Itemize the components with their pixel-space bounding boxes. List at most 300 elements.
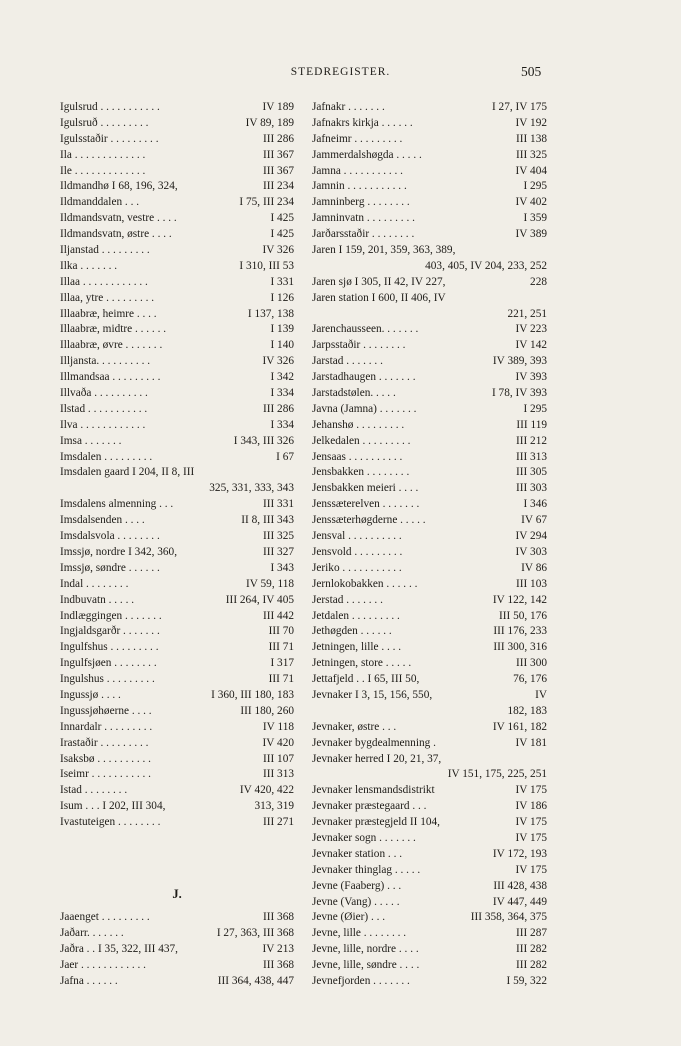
page-references: I 346: [523, 498, 547, 511]
entry-name: Irastaðir . . . . . . . . .: [60, 736, 149, 749]
entry-name: Imsdalen gaard I 204, II 8, III: [60, 466, 195, 479]
page-references: 76, 176: [513, 673, 547, 686]
page-references: III 313: [515, 450, 547, 463]
page-references: III 368: [262, 959, 294, 972]
entry-name: Ildmandsvatn, vestre . . . .: [60, 212, 177, 225]
index-entry: [60, 211, 294, 227]
entry-name: Javna (Jamna) . . . . . . .: [312, 402, 417, 415]
page-references: I 78, IV 393: [491, 387, 547, 400]
entry-name: Jehanshø . . . . . . . . .: [312, 418, 405, 431]
entry-name: Illvaða . . . . . . . . . .: [60, 387, 148, 400]
page-references: IV 420, 422: [239, 784, 294, 797]
entry-name: Jarstadhaugen . . . . . . .: [312, 371, 416, 384]
index-entry: [60, 402, 294, 418]
index-entry-continuation: [312, 307, 547, 323]
entry-name: Ilstad . . . . . . . . . . .: [60, 402, 148, 415]
entry-name: Illaabræ, heimre . . . .: [60, 307, 157, 320]
entry-name: Imssjø, søndre . . . . . .: [60, 561, 160, 574]
index-entry: [312, 434, 547, 450]
page-references: III 282: [515, 943, 547, 956]
index-entry: [60, 545, 294, 561]
index-entry: [312, 656, 547, 672]
index-entry-continuation: [312, 767, 547, 783]
index-entry: [312, 338, 547, 354]
page-references: III 327: [262, 545, 294, 558]
page-references: I 334: [270, 387, 294, 400]
entry-name: Illaa, ytre . . . . . . . . .: [60, 291, 155, 304]
page-references: I 126: [270, 291, 294, 304]
index-entry: [312, 593, 547, 609]
entry-name: Ilva . . . . . . . . . . . .: [60, 418, 146, 431]
page-references: 182, 183: [507, 704, 547, 717]
running-header-title: STEDREGISTER.: [290, 66, 391, 78]
page-references: III 180, 260: [240, 704, 294, 717]
index-entry: [60, 720, 294, 736]
page-references: I 317: [270, 657, 294, 670]
index-entry: [60, 179, 294, 195]
entry-name: Indlæggingen . . . . . . .: [60, 609, 162, 622]
index-entry: [60, 974, 294, 990]
entry-name: Iseimr . . . . . . . . . . .: [60, 768, 151, 781]
index-entry: [60, 275, 294, 291]
page-references: I 343, III 326: [233, 434, 294, 447]
page-references: III 107: [262, 752, 294, 765]
section-spacer: [60, 831, 294, 879]
index-entry: [60, 259, 294, 275]
entry-name: Jetningen, lille . . . .: [312, 641, 402, 654]
entry-name: Jafnakr . . . . . . .: [312, 101, 385, 113]
page-references: III 325: [515, 148, 547, 161]
section-letter-heading: J.: [172, 886, 182, 901]
entry-name: Imsa . . . . . . .: [60, 434, 122, 447]
page-references: III 286: [262, 132, 294, 145]
page-references: IV 59, 118: [245, 577, 294, 590]
index-entry: [60, 910, 294, 926]
index-entry: [312, 418, 547, 434]
entry-name: Illaabræ, midtre . . . . . .: [60, 323, 167, 336]
entry-name: Illaabræ, øvre . . . . . . .: [60, 339, 163, 352]
entry-name: Ingjaldsgarðr . . . . . . .: [60, 625, 160, 638]
index-entry: [312, 211, 547, 227]
index-entry: [60, 307, 294, 323]
entry-name: Jevnaker I 3, 15, 156, 550,: [312, 688, 433, 701]
index-entry: [312, 974, 547, 990]
page-references: III 71: [268, 673, 294, 686]
page-references: IV 402: [515, 196, 547, 209]
index-entry: [312, 481, 547, 497]
page-references: 325, 331, 333, 343: [209, 482, 294, 495]
page-references: III 367: [262, 164, 294, 177]
entry-name: Jarenchausseen. . . . . . .: [312, 323, 419, 336]
page-references: III 313: [262, 768, 294, 781]
page-references: I 310, III 53: [239, 259, 294, 272]
entry-name: Jevnaker sogn . . . . . . .: [312, 831, 416, 844]
page-references: III 70: [268, 625, 294, 638]
entry-name: Ingussjøhøerne . . . .: [60, 704, 152, 717]
page-references: III 176, 233: [493, 625, 547, 638]
index-entry: [312, 243, 547, 259]
page-references: I 331: [270, 275, 294, 288]
page-references: III 325: [262, 530, 294, 543]
index-entry: [60, 688, 294, 704]
page-references: III 331: [262, 498, 294, 511]
index-entry: [312, 402, 547, 418]
index-entry-continuation: [312, 704, 547, 720]
index-entry: [312, 100, 547, 116]
entry-name: Ingulfsjøen . . . . . . . .: [60, 657, 157, 670]
entry-name: Jernlokobakken . . . . . .: [312, 577, 418, 590]
index-entry: [312, 847, 547, 863]
page-references: III 300: [515, 657, 547, 670]
index-entry: [60, 672, 294, 688]
index-entry: [312, 815, 547, 831]
index-entry: [312, 783, 547, 799]
entry-name: Imsdalen . . . . . . . . .: [60, 450, 153, 463]
entry-name: Jensval . . . . . . . . . .: [312, 530, 402, 543]
index-entry: [312, 609, 547, 625]
entry-name: Jaðra . . I 35, 322, III 437,: [60, 943, 178, 956]
entry-name: Jevnaker thinglag . . . . .: [312, 863, 421, 876]
page-number: 505: [521, 64, 542, 79]
entry-name: Jaren sjø I 305, II 42, IV 227,: [312, 275, 446, 288]
page-references: III 103: [515, 577, 547, 590]
entry-name: Jaren I 159, 201, 359, 363, 389,: [312, 244, 456, 257]
entry-name: Jamninberg . . . . . . . .: [312, 196, 410, 209]
index-entry: [312, 752, 547, 768]
index-entry: [312, 910, 547, 926]
index-entry: [312, 942, 547, 958]
entry-name: Ildmandsvatn, østre . . . .: [60, 228, 172, 241]
page-references: 403, 405, IV 204, 233, 252: [425, 259, 547, 272]
page-references: I 59, 322: [506, 974, 547, 987]
index-entry: [312, 354, 547, 370]
page-references: IV 161, 182: [492, 720, 547, 733]
index-entry: [60, 577, 294, 593]
page-references: I 75, III 234: [239, 196, 294, 209]
index-entry: [312, 736, 547, 752]
index-entry: [312, 291, 547, 307]
page-references: I 27, IV 175: [491, 101, 547, 113]
entry-name: Jafna . . . . . .: [60, 975, 118, 988]
page-references: III 303: [515, 482, 547, 495]
entry-name: Jevnaker station . . .: [312, 847, 403, 860]
index-entry: [312, 561, 547, 577]
index-entry: [312, 275, 547, 291]
entry-name: Jevnaker præstegaard . . .: [312, 800, 427, 813]
index-entry: [60, 227, 294, 243]
page-references: I 295: [523, 180, 547, 193]
entry-name: Jensbakken meieri . . . .: [312, 482, 419, 495]
index-entry: [312, 577, 547, 593]
index-entry: [312, 529, 547, 545]
entry-name: Jaaenget . . . . . . . . .: [60, 911, 150, 924]
entry-name: Ile . . . . . . . . . . . . .: [60, 164, 146, 177]
index-entry: [60, 434, 294, 450]
entry-name: Ila . . . . . . . . . . . . .: [60, 148, 146, 161]
page-references: IV 447, 449: [492, 895, 547, 908]
entry-name: Jettafjeld . . I 65, III 50,: [312, 673, 420, 686]
entry-name: Jenssæterhøgderne . . . . .: [312, 514, 426, 527]
entry-name: Jevne, lille, nordre . . . .: [312, 943, 419, 956]
index-entry: [60, 704, 294, 720]
index-entry: [60, 815, 294, 831]
index-entry: [60, 593, 294, 609]
page-references: III 71: [268, 641, 294, 654]
page-references: IV 175: [515, 863, 547, 876]
entry-name: Jafneimr . . . . . . . . .: [312, 132, 403, 145]
index-entry: [312, 958, 547, 974]
entry-name: Jetningen, store . . . . .: [312, 657, 412, 670]
entry-name: Jetdalen . . . . . . . . .: [312, 609, 400, 622]
page-references: 228: [530, 275, 547, 288]
entry-name: Indal . . . . . . . .: [60, 577, 129, 590]
index-entry: [60, 942, 294, 958]
entry-name: Jevnaker bygdealmenning .: [312, 736, 436, 749]
index-entry: [60, 529, 294, 545]
entry-name: Jenssæterelven . . . . . . .: [312, 498, 420, 511]
index-entry: [60, 767, 294, 783]
entry-name: Jerstad . . . . . . .: [312, 593, 383, 606]
index-entry: [312, 148, 547, 164]
index-entry: [60, 624, 294, 640]
index-entry: [60, 752, 294, 768]
page-references: IV 189: [262, 101, 294, 113]
entry-name: Ivastuteigen . . . . . . . .: [60, 816, 161, 829]
page-references: IV 326: [262, 244, 294, 257]
index-entry: [60, 148, 294, 164]
index-entry: [60, 354, 294, 370]
entry-name: Imsdalsenden . . . .: [60, 514, 145, 527]
index-entry: [60, 736, 294, 752]
index-entry: [312, 831, 547, 847]
page-references: I 425: [270, 212, 294, 225]
page-references: IV: [535, 688, 547, 701]
page-references: III 368: [262, 911, 294, 924]
page-references: I 295: [523, 402, 547, 415]
page-references: IV 192: [515, 116, 547, 129]
entry-name: Jevnaker præstegjeld II 104,: [312, 816, 440, 829]
entry-name: Jaer . . . . . . . . . . . .: [60, 959, 146, 972]
index-entry: [60, 370, 294, 386]
index-entry: [60, 132, 294, 148]
index-entry: [60, 465, 294, 481]
page-references: IV 181: [515, 736, 547, 749]
entry-name: Isum . . . I 202, III 304,: [60, 800, 166, 813]
entry-name: Jevne (Øier) . . .: [312, 911, 386, 924]
entry-name: Jamna . . . . . . . . . . .: [312, 164, 403, 177]
index-entry: [60, 116, 294, 132]
entry-name: Jarstad . . . . . . .: [312, 355, 383, 368]
entry-name: Imsdalens almenning . . .: [60, 498, 174, 511]
index-entry: [312, 497, 547, 513]
index-entry-continuation: [60, 481, 294, 497]
page-references: II 8, III 343: [241, 514, 294, 527]
page-references: I 425: [270, 228, 294, 241]
page-references: III 138: [515, 132, 547, 145]
entry-name: Jelkedalen . . . . . . . . .: [312, 434, 411, 447]
entry-name: Jevne (Faaberg) . . .: [312, 879, 402, 892]
page-references: III 428, 438: [493, 879, 547, 892]
index-entry: [60, 656, 294, 672]
index-entry: [312, 624, 547, 640]
entry-name: Igulsrud . . . . . . . . . . .: [60, 101, 160, 113]
index-entry: [60, 164, 294, 180]
index-entry: [60, 195, 294, 211]
entry-name: Jamnin . . . . . . . . . . .: [312, 180, 407, 193]
index-column-left: [60, 100, 294, 990]
page-references: IV 175: [515, 816, 547, 829]
index-entry: [60, 243, 294, 259]
page-references: III 286: [262, 402, 294, 415]
page-references: IV 186: [515, 800, 547, 813]
page-references: IV 175: [515, 831, 547, 844]
page-references: IV 223: [515, 323, 547, 336]
index-entry: [60, 100, 294, 116]
entry-name: Jarstadstølen. . . . .: [312, 387, 396, 400]
index-entry: [60, 640, 294, 656]
index-entry: [60, 783, 294, 799]
page-references: I 342: [270, 371, 294, 384]
index-entry: [312, 895, 547, 911]
page-references: 313, 319: [254, 800, 294, 813]
entry-name: Jarðarsstaðir . . . . . . . .: [312, 228, 415, 241]
entry-name: Jaðarr. . . . . . .: [60, 927, 124, 940]
index-entry: [60, 386, 294, 402]
index-entry: [60, 799, 294, 815]
entry-name: Jevne, lille . . . . . . . .: [312, 927, 407, 940]
page-references: III 358, 364, 375: [470, 911, 547, 924]
entry-name: Ingulfshus . . . . . . . . .: [60, 641, 159, 654]
entry-name: Jevne, lille, søndre . . . .: [312, 959, 420, 972]
page-references: III 234: [262, 180, 294, 193]
entry-name: Jevnaker, østre . . .: [312, 720, 397, 733]
entry-name: Ingussjø . . . .: [60, 688, 121, 701]
index-entry: [312, 116, 547, 132]
page-references: IV 389, 393: [492, 355, 547, 368]
entry-name: Jarpsstaðir . . . . . . . .: [312, 339, 406, 352]
page-references: IV 67: [521, 514, 547, 527]
index-entry: [312, 545, 547, 561]
index-entry: [312, 386, 547, 402]
entry-name: Isaksbø . . . . . . . . . .: [60, 752, 151, 765]
page-references: IV 89, 189: [245, 116, 294, 129]
entry-name: Imsdalsvola . . . . . . . .: [60, 530, 160, 543]
page-references: I 137, 138: [247, 307, 294, 320]
entry-name: Innardalr . . . . . . . . .: [60, 720, 153, 733]
index-entry: [312, 879, 547, 895]
page-references: III 212: [515, 434, 547, 447]
index-entry: [312, 926, 547, 942]
entry-name: Illmandsaa . . . . . . . . .: [60, 371, 161, 384]
page-references: III 367: [262, 148, 294, 161]
entry-name: Jensaas . . . . . . . . . .: [312, 450, 403, 463]
page-references: IV 118: [262, 720, 294, 733]
index-entry: [312, 465, 547, 481]
entry-name: Igulsruð . . . . . . . . .: [60, 116, 149, 129]
page-references: IV 389: [515, 228, 547, 241]
page-references: IV 86: [521, 561, 547, 574]
entry-name: Imssjø, nordre I 342, 360,: [60, 545, 178, 558]
page-references: IV 420: [262, 736, 294, 749]
index-entry: [60, 561, 294, 577]
index-entry: [312, 227, 547, 243]
entry-name: Jeriko . . . . . . . . . . .: [312, 561, 402, 574]
page-references: III 282: [515, 959, 547, 972]
index-entry: [60, 609, 294, 625]
page-references: III 442: [262, 609, 294, 622]
page-references: IV 151, 175, 225, 251: [447, 768, 547, 781]
page-references: IV 393: [515, 371, 547, 384]
page-references: 221, 251: [507, 307, 547, 320]
page-references: I 27, 363, III 368: [216, 927, 294, 940]
index-entry: [60, 926, 294, 942]
entry-name: Jensbakken . . . . . . . .: [312, 466, 410, 479]
page-references: IV 303: [515, 545, 547, 558]
page-references: III 271: [262, 816, 294, 829]
entry-name: Illjansta. . . . . . . . . .: [60, 355, 151, 368]
page-references: III 119: [516, 418, 547, 431]
index-entry: [312, 640, 547, 656]
page-references: III 287: [515, 927, 547, 940]
page-references: IV 213: [262, 943, 294, 956]
index-entry: [60, 322, 294, 338]
entry-name: Jevnaker herred I 20, 21, 37,: [312, 752, 442, 765]
index-entry: [312, 132, 547, 148]
page-references: I 67: [276, 450, 294, 463]
entry-name: Ilka . . . . . . .: [60, 259, 118, 272]
index-entry: [312, 688, 547, 704]
page-references: I 334: [270, 418, 294, 431]
index-entry: [60, 338, 294, 354]
entry-name: Iljanstad . . . . . . . . .: [60, 244, 150, 257]
entry-name: Jevnefjorden . . . . . . .: [312, 974, 410, 987]
page-references: I 360, III 180, 183: [211, 688, 294, 701]
entry-name: Illaa . . . . . . . . . . . .: [60, 275, 148, 288]
page-references: III 300, 316: [493, 641, 547, 654]
index-entry: [312, 672, 547, 688]
page-references: III 50, 176: [498, 609, 547, 622]
entry-name: Ildmanddalen . . .: [60, 196, 140, 209]
entry-name: Jaren station I 600, II 406, IV: [312, 291, 446, 304]
entry-name: Jevnaker lensmandsdistrikt: [312, 784, 435, 797]
page-references: IV 326: [262, 355, 294, 368]
index-entry: [312, 450, 547, 466]
index-entry: [60, 450, 294, 466]
entry-name: Jensvold . . . . . . . . .: [312, 545, 403, 558]
index-entry: [60, 958, 294, 974]
entry-name: Igulsstaðir . . . . . . . . .: [60, 132, 159, 145]
entry-name: Istad . . . . . . . .: [60, 784, 128, 797]
page-references: I 140: [270, 339, 294, 352]
entry-name: Indbuvatn . . . . .: [60, 593, 135, 606]
entry-name: Jafnakrs kirkja . . . . . .: [312, 116, 413, 129]
page-references: IV 404: [515, 164, 547, 177]
entry-name: Jamninvatn . . . . . . . . .: [312, 212, 415, 225]
page-references: III 264, IV 405: [225, 593, 294, 606]
index-entry: [312, 370, 547, 386]
entry-name: Jammerdalshøgda . . . . .: [312, 148, 422, 161]
page-references: IV 294: [515, 530, 547, 543]
page-references: I 343: [270, 561, 294, 574]
index-entry: [312, 720, 547, 736]
index-entry: [312, 179, 547, 195]
index-entry: [312, 322, 547, 338]
page-references: I 139: [270, 323, 294, 336]
index-entry: [312, 195, 547, 211]
index-entry: [312, 513, 547, 529]
page-references: III 364, 438, 447: [217, 975, 294, 988]
page-references: IV 175: [515, 784, 547, 797]
